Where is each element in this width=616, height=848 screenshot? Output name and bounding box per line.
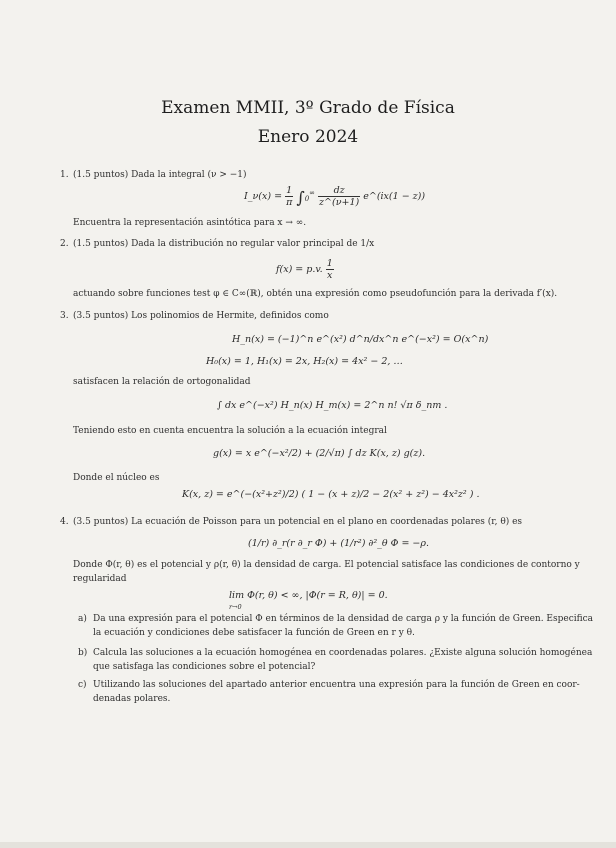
integral-sign: ∫ <box>296 188 305 207</box>
eq-lhs: I_ν(x) = <box>244 191 283 202</box>
pv-fraction <box>326 258 334 281</box>
problem-3-middle: satisfacen la relación de ortogonalidad <box>73 377 251 387</box>
integral-lower: 0 <box>304 195 310 203</box>
problem-1-text: (1.5 puntos) Dada la integral (ν > −1) <box>73 170 247 180</box>
item-b-label: b) <box>78 648 88 658</box>
orthogonality-relation: ∫ dx e^(−x²) H_n(x) H_m(x) = 2^n n! √π δ_nm . <box>217 400 448 411</box>
problem-1-equation <box>244 185 425 208</box>
kernel-equation: K(x, z) = e^(−(x²+z²)/2) ( 1 − (x + z)/2 − 2(x² + z²) − 4x²z² ) . <box>182 489 480 500</box>
problem-4-text: (3.5 puntos) La ecuación de Poisson para un potencial en el plano en coordenadas polares (r, θ) es <box>73 517 523 527</box>
item-a-line2: la ecuación y condiciones debe satisfacer la función de Green en r y θ. <box>93 628 415 638</box>
eq-lhs: f(x) = p.v. <box>276 264 323 275</box>
pv-num: 1 <box>326 258 333 269</box>
integrand-den: z^(ν+1) <box>319 197 360 208</box>
item-b-line2: que satisfaga las condiciones sobre el potencial? <box>93 662 316 672</box>
exam-title: Examen MMII, 3º Grado de Física <box>161 98 455 118</box>
problem-2-after: actuando sobre funciones test φ ∈ C∞(ℝ), obtén una expresión como pseudofunción para la derivada f′(x). <box>73 289 558 299</box>
problem-4-middle: Donde Φ(r, θ) es el potencial y ρ(r, θ) la densidad de carga. El potencial satisface las condiciones de contorno y <box>73 560 580 570</box>
integral-equation: g(x) = x e^(−x²/2) + (2/√π) ∫ dz K(x, z) g(z). <box>213 448 426 459</box>
problem-4-middle-b: regularidad <box>73 574 127 584</box>
pv-den: x <box>327 270 333 281</box>
limit-subscript: r→0 <box>229 603 242 611</box>
item-c-line1: Utilizando las soluciones del apartado anterior encuentra una expresión para la función de Green en coor- <box>93 680 580 690</box>
eq-coefficient <box>285 185 293 208</box>
integrand-tail: e^(ix(1 − z)) <box>363 191 426 202</box>
poisson-equation: (1/r) ∂_r(r ∂_r Φ) + (1/r²) ∂²_θ Φ = −ρ. <box>248 538 429 549</box>
item-c-line2: denadas polares. <box>93 694 171 704</box>
boundary-conditions: lim Φ(r, θ) < ∞, |Φ(r = R, θ)| = 0. <box>229 590 388 601</box>
hermite-examples: H₀(x) = 1, H₁(x) = 2x, H₂(x) = 4x² − 2, … <box>206 356 403 367</box>
coef-num: 1 <box>286 185 293 196</box>
problem-3-number: 3. <box>60 311 69 321</box>
integrand-num: dz <box>318 185 360 197</box>
integrand-fraction <box>318 185 360 208</box>
item-c-label: c) <box>78 680 87 690</box>
scan-bottom-edge <box>0 842 616 848</box>
item-b-line1: Calcula las soluciones a la ecuación homogénea en coordenadas polares. ¿Existe alguna solución homogénea <box>93 648 593 658</box>
problem-1-number: 1. <box>60 170 69 180</box>
problem-3-middle2: Teniendo esto en cuenta encuentra la solución a la ecuación integral <box>73 426 387 436</box>
integral-upper: ∞ <box>309 189 315 197</box>
problem-3-middle3: Donde el núcleo es <box>73 473 160 483</box>
item-a-line1: Da una expresión para el potencial Φ en términos de la densidad de carga ρ y la función de Green. Especifica <box>93 614 594 624</box>
problem-2-number: 2. <box>60 239 69 249</box>
problem-2-equation <box>276 258 334 281</box>
problem-2-text: (1.5 puntos) Dada la distribución no regular valor principal de 1/x <box>73 239 375 249</box>
problem-3-text: (3.5 puntos) Los polinomios de Hermite, definidos como <box>73 311 329 321</box>
item-a-label: a) <box>78 614 87 624</box>
hermite-definition: H_n(x) = (−1)^n e^(x²) d^n/dx^n e^(−x²) = O(x^n) <box>232 334 489 345</box>
problem-1-after: Encuentra la representación asintótica para x → ∞. <box>73 218 307 228</box>
problem-4-number: 4. <box>60 517 69 527</box>
exam-date: Enero 2024 <box>257 127 359 147</box>
coef-den: π <box>286 197 293 208</box>
